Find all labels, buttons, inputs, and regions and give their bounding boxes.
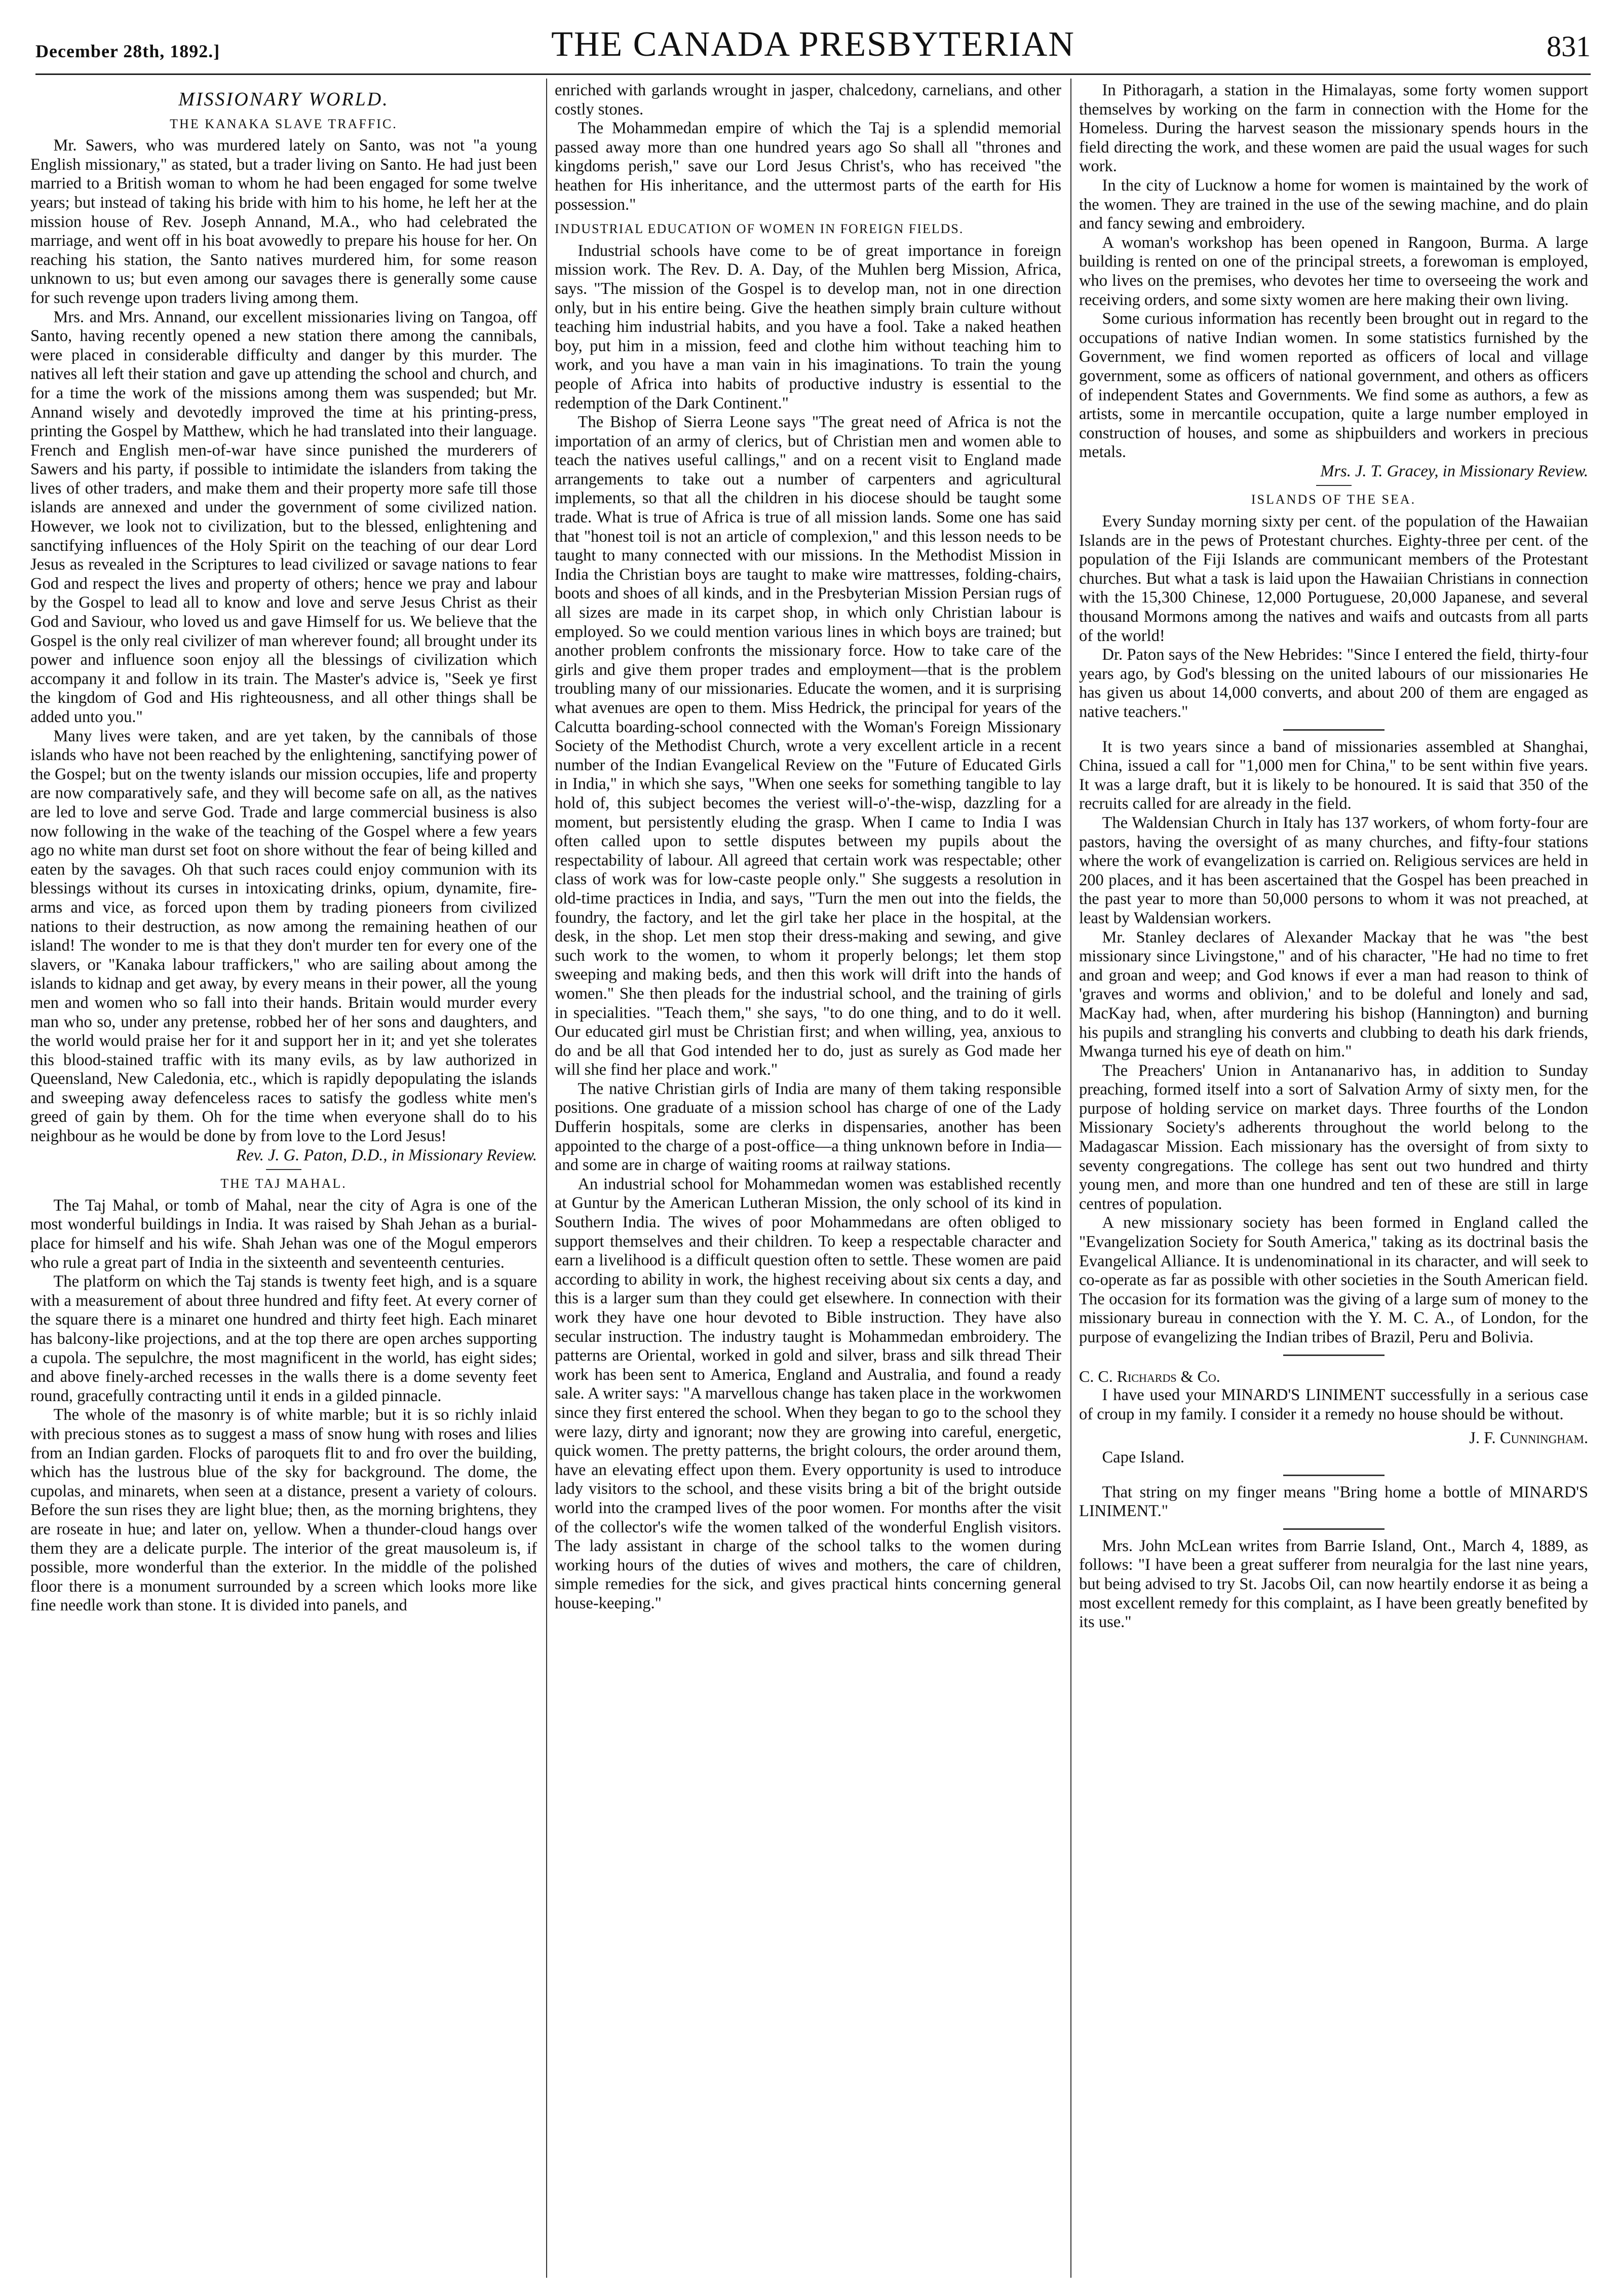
paragraph: Industrial schools have come to be of great importance in foreign mission work. The Rev. D. A. Day, of the Muhlen berg Mission, Africa, says. "The mission of the Gospel is to develop man, not in one direction only, but in his entire being. Give the heathen simply brain culture without teaching him industrial habits, and you have a fool. Take a naked heathen boy, put him in a mission, feed and clothe him without teaching him to work, and you have a man vain in his imaginations. To train the young people of Africa into habits of productive industry is essential to the redemption of the Dark Continent." — [555, 241, 1061, 412]
separator — [266, 1169, 301, 1170]
paragraph: The Mohammedan empire of which the Taj is a splendid memorial passed away more than one hundred years ago So shall all "thrones and kingdoms perish," save our Lord Jesus Christ's, who has received "the heathen for His inheritance, and the uttermost parts of the earth for His possession." — [555, 119, 1061, 214]
attribution: Mrs. J. T. Gracey, in Missionary Review. — [1320, 462, 1588, 480]
article-title: THE KANAKA SLAVE TRAFFIC. — [170, 116, 398, 131]
paragraph: In the city of Lucknow a home for women is maintained by the work of the women. They are trained in the use of the sewing machine, and do plain and fancy sewing and embroidery. — [1079, 176, 1588, 233]
paragraph: The Bishop of Sierra Leone says "The great need of Africa is not the importation of an army of clerics, but of Christian men and women able to teach the natives useful callings," and on a recent visit to England made arrangements to take out a number of carpenters and agricultural implements, so that all the children in his diocese should be taught some trade. What is true of Africa is true of all mission lands. Some one has said that "honest toil is not an article of complexion," and this lesson needs to be taught to many connected with our missions. In the Methodist Mission in India the Christian boys are taught to make wire mattresses, folding-chairs, boots and shoes of all kinds, and in the Presbyterian Mission Persian rugs of all sizes are made in its carpet shop, in which only Christian labour is employed. So we could mention various lines in which boys are trained; but another problem confronts the missionary force. How to take care of the girls and give them proper trades and employment—that is the problem troubling many of our missionaries. Educate the women, and it is surprising what avenues are open to them. Miss Hedrick, the principal for years of the Calcutta boarding-school connected with the Woman's Foreign Missionary Society of the Methodist Church, wrote a very excellent article in a recent number of the Indian Evangelical Review on the "Future of Educated Girls in India," in which she says, "When one seeks for something tangible to lay hold of, this subject becomes the veriest will-o'-the-wisp, dazzling for a moment, but persistently eluding the grasp. When I came to India I was often called upon to settle disputes between my pupils about the respectability of labour. All agreed that certain work was respectable; other class of work was for low-caste people only." She suggests a resolution in old-time practices in India, and says, "Turn the men out into the fields, the foundry, the factory, and let the girl take her place in the hospital, at the desk, in the shop. Let men stop their dress-making and sewing, and give such work to the women, to whom it properly belongs; let them stop sweeping and making beds, and then this work will drift into the hands of women." She then pleads for the industrial school, and the training of girls in specialities. "Teach them," she says, "to do one thing, and to do it well. Our educated girl must be Christian first; and when willing, yea, anxious to do and be all that God intended her to do, just as surely as God made her will she find her place and work." — [555, 413, 1061, 1079]
paragraph: Every Sunday morning sixty per cent. of the population of the Hawaiian Islands are in the pews of Protestant churches. Eighty-three per cent. of the population of the Fiji Islands are communicant members of the Protestant churches. But what a task is laid upon the Hawaiian Christians in connection with the 15,300 Chinese, 12,000 Portuguese, 20,000 Japanese, and several thousand Mormons among the natives and waifs and outcasts from all parts of the world! — [1079, 512, 1588, 645]
paragraph: An industrial school for Mohammedan women was established recently at Guntur by the American Lutheran Mission, the only school of its kind in Southern India. The wives of poor Mohammedans are often obliged to support themselves and their children. To keep a respectable character and earn a livelihood is a difficult question often to settle. These women are paid according to ability in work, the highest receiving about six cents a day, and this is a larger sum than they could get elsewhere. In connection with their work they have one hour devoted to Bible instruction. They have also secular instruction. The industry taught is Mohammedan embroidery. The patterns are Oriental, worked in gold and silver, brass and silk thread Their work has been sent to America, England and Australia, and found a ready sale. A writer says: "A marvellous change has taken place in the workwomen since they first entered the school. When they began to go to the school they were lazy, dirty and ignorant; now they are growing into careful, energetic, quick women. The pretty patterns, the bright colours, the order around them, have an elevating effect upon them. Every opportunity is used to introduce lady visitors to the school, and these visits bring a bit of the bright outside world into the cramped lives of the poor women. For months after the visit of the collector's wife the women talked of the wonderful English visitors. The lady assistant in charge of the school talks to the women during working hours of the duties of wives and mothers, the care of children, simple remedies for the sick, and gives practical hints concerning general house-keeping." — [555, 1175, 1061, 1612]
paragraph: Mr. Sawers, who was murdered lately on Santo, was not "a young English missionary," as stated, but a trader living on Santo. He had just been married to a British woman to whom he had been engaged for some twelve years; but instead of taking his bride with him to his home, he left her at the mission house of Rev. Joseph Annand, M.A., who had celebrated the marriage, and went off in his boat avowedly to prepare his house for her. On reaching his station, the Santo natives murdered him, for some reason unknown to us; but even among our savages there is generally some cause for such revenge upon traders living among them. — [30, 136, 537, 307]
separator — [1283, 1528, 1385, 1530]
paragraph: It is two years since a band of missionaries assembled at Shanghai, China, issued a call for "1,000 men for China," to be sent within five years. It was a large draft, but it is likely to be honoured. It is said that 350 of the recruits called for are already in the field. — [1079, 737, 1588, 813]
article-title: THE TAJ MAHAL. — [220, 1176, 347, 1191]
paragraph: Mrs. and Mrs. Annand, our excellent missionaries living on Tangoa, off Santo, having recently opened a new station there among the cannibals, were placed in considerable difficulty and danger by this murder. The natives all left their station and gave up attending the school and church, and for a time the work of the missions among them was suspended; but Mr. Annand wisely and devotedly improved the time at his printing-press, printing the Gospel by Matthew, which he had translated into their language. French and English men-of-war have since punished the murderers of Sawers and his party, if possible to intimidate the islanders from taking the lives of other traders, and make them and their property more safe till those islands are annexed and under the government of some civilized nation. However, we look not to civilization, but to the blessed, enlightening and sanctifying influences of the Holy Spirit on the teaching of our dear Lord Jesus as revealed in the Scriptures to lead civilized or savage nations to fear God and respect the lives and property of others; hence we pray and labour by the Gospel to lead all to know and love and serve Jesus Christ as their God and Saviour, who loved us and gave Himself for us. We believe that the Gospel is the only real civilizer of man wherever found; all brought under its power and influence soon enjoy all the blessings of civilization which accompany it and follow in its train. The Master's advice is, "Seek ye first the kingdom of God and His righteousness, and all other things shall be added unto you." — [30, 308, 537, 726]
advert-text: That string on my finger means "Bring home a bottle of MINARD'S LINIMENT." — [1079, 1483, 1588, 1521]
separator — [1283, 729, 1385, 731]
column-divider — [546, 79, 547, 2278]
advert-signature: J. F. Cunningham. — [1469, 1429, 1588, 1448]
page-header — [35, 15, 1591, 71]
article-title: INDUSTRIAL EDUCATION OF WOMEN IN FOREIGN FIELDS. — [555, 221, 964, 237]
section-title: MISSIONARY WORLD. — [178, 89, 389, 110]
separator — [1283, 1475, 1385, 1476]
paragraph: Mr. Stanley declares of Alexander Mackay that he was "the best missionary since Livingstone," and of his character, "He had no time to fret and groan and weep; and God knows if ever a man had reason to think of 'graves and worms and oblivion,' and to be doleful and lonely and sad, MacKay had, when, after murdering his bishop (Hannington) and burning his pupils and strangling his converts and clubbing to death his dark friends, Mwanga turned his eye of death on him." — [1079, 928, 1588, 1061]
page-number: 831 — [1547, 30, 1591, 63]
paragraph: The Taj Mahal, or tomb of Mahal, near the city of Agra is one of the most wonderful buildings in India. It was raised by Shah Jehan as a burial-place for himself and his wife. Shah Jehan was one of the Mogul emperors who rule a great part of India in the sixteenth and seventeenth centuries. — [30, 1196, 537, 1272]
header-rule — [35, 73, 1591, 75]
paragraph: A new missionary society has been formed in England called the "Evangelization Society for South America," taking as its doctrinal basis the Evangelical Alliance. It is undenominational in its character, and will seek to co-operate as far as possible with other societies in the South American field. The occasion for its formation was the giving of a large sum of money to the missionary bureau in connection with the Y. M. C. A., of London, for the purpose of evangelizing the Indian tribes of Brazil, Peru and Bolivia. — [1079, 1214, 1588, 1346]
separator — [1316, 485, 1352, 486]
column-1 — [30, 81, 537, 2275]
paragraph: enriched with garlands wrought in jasper, chalcedony, carnelians, and other costly stones. — [555, 81, 1061, 119]
advert-place: Cape Island. — [1102, 1448, 1184, 1466]
advert-company: C. C. Richards & Co. — [1079, 1367, 1220, 1385]
attribution: Rev. J. G. Paton, D.D., in Missionary Review. — [236, 1146, 537, 1164]
masthead-title: THE CANADA PRESBYTERIAN — [551, 25, 1075, 64]
paragraph: The Waldensian Church in Italy has 137 workers, of whom forty-four are pastors, having the oversight of as many churches, and fifty-four stations where the work of evangelization is carried on. Religious services are held in 200 places, and it has been ascertained that the Gospel has been preached in the past year to more than 50,000 persons to whom it was not preached, at least by Waldensian workers. — [1079, 813, 1588, 927]
paragraph: A woman's workshop has been opened in Rangoon, Burma. A large building is rented on one of the principal streets, a forewoman is employed, who lives on the premises, who devotes her time to overseeing the work and receiving orders, and some sixty women are here making their own living. — [1079, 233, 1588, 309]
paragraph: The native Christian girls of India are many of them taking responsible positions. One graduate of a mission school has charge of one of the Lady Dufferin hospitals, some are clerks in dispensaries, another has been appointed to the charge of a post-office—a thing unknown before in India—and some are in charge of waiting rooms at railway stations. — [555, 1079, 1061, 1175]
advert-text: Mrs. John McLean writes from Barrie Island, Ont., March 4, 1889, as follows: "I have been a great sufferer from neuralgia for the last nine years, but being advised to try St. Jacobs Oil, can now heartily endorse it as being a most excellent remedy for this complaint, as I have been greatly benefited by its use." — [1079, 1536, 1588, 1632]
article-title: ISLANDS OF THE SEA. — [1251, 492, 1416, 507]
paragraph: In Pithoragarh, a station in the Himalayas, some forty women support themselves by working on the farm in connection with the Home for the Homeless. During the harvest season the missionary spends hours in the field directing the work, and these women are paid the usual wages for such work. — [1079, 81, 1588, 176]
paragraph: Dr. Paton says of the New Hebrides: "Since I entered the field, thirty-four years ago, by God's blessing on the united labours of our missionaries He has given us about 14,000 converts, and about 200 of them are engaged as native teachers." — [1079, 646, 1588, 721]
column-2 — [555, 81, 1061, 2275]
paragraph: Many lives were taken, and are yet taken, by the cannibals of those islands who have not been reached by the enlightening, sanctifying power of the Gospel; but on the twenty islands our mission occupies, life and property are now comparatively safe, and they will become safe on all, as the natives are led to love and serve God. Trade and large commercial business is also now following in the wake of the teaching of the Gospel where a few years ago no white man durst set foot on shore without the fear of being killed and eaten by the savages. Oh that such races could enjoy communion with its blessings without its curses in intoxicating drinks, opium, dynamite, fire-arms and vice, as forced upon them by trading pioneers from civilized nations to their destruction, as now among the remaining heathen of our island! The wonder to me is that they don't murder ten for every one of the slavers, or "Kanaka labour traffickers," who are sailing about among the islands to kidnap and get away, by every means in their power, all the young men and women who so fall into their hands. Britain would murder every man who so, under any pretense, robbed her of her sons and daughters, and the world would praise her for it and support her in it; and yet she tolerates this blood-stained traffic with its many evils, as by law authorized in Queensland, New Caledonia, etc., which is rapidly depopulating the islands and sweeping away defenceless races to satisfy the godless white men's greed of gain by them. Oh for the time when everyone shall do to his neighbour as he would be done by from love to the Lord Jesus! — [30, 727, 537, 1146]
column-divider — [1070, 79, 1071, 2278]
separator — [1283, 1354, 1385, 1356]
column-3 — [1079, 81, 1588, 2275]
paragraph: The whole of the masonry is of white marble; but it is so richly inlaid with precious stones as to suggest a mass of snow hung with roses and lilies from an Indian garden. Flocks of paroquets flit to and fro over the building, which has the lustrous blue of the sky for background. The dome, the cupolas, and minarets, when seen at a distance, present a variety of colours. Before the sun rises they are light blue; then, as the morning brightens, they are roseate in hue; and later on, yellow. When a thunder-cloud hangs over them they are a delicate purple. The interior of the great mausoleum is, if possible, more wonderful than the exterior. In the middle of the polished floor there is a monument surrounded by a screen which looks more like fine needle work than stone. It is divided into panels, and — [30, 1406, 537, 1615]
paragraph: The platform on which the Taj stands is twenty feet high, and is a square with a measurement of about three hundred and fifty feet. At every corner of the square there is a minaret one hundred and thirty feet high. Each minaret has balcony-like projections, and at the top there are open arches supporting a cupola. The sepulchre, the most magnificent in the world, has eight sides; and above finely-arched recesses in the walls there is a dome seventy feet round, gracefully contracting until it ends in a gilded pinnacle. — [30, 1272, 537, 1405]
issue-date: December 28th, 1892.] — [35, 41, 220, 61]
advert-text: I have used your MINARD'S LINIMENT successfully in a serious case of croup in my family. I consider it a remedy no house should be without. — [1079, 1386, 1588, 1423]
paragraph: Some curious information has recently been brought out in regard to the occupations of native Indian women. In some statistics furnished by the Government, we find women reported as officers of local and village government, some as officers of national government, and others as officers of independent States and Governments. We find some as authors, a few as artists, some in mercantile occupation, quite a large number employed in construction of houses, and some as shipbuilders and workers in precious metals. — [1079, 310, 1588, 462]
paragraph: The Preachers' Union in Antananarivo has, in addition to Sunday preaching, formed itself into a sort of Salvation Army of sixty men, for the purpose of holding service on market days. Three fourths of the London Missionary Society's adherents throughout the world belong to the Madagascar Mission. Each missionary has the oversight of from sixty to seventy congregations. The college has sent out two hundred and thirty young men, and more than one hundred and ten of these are still in large centres of population. — [1079, 1061, 1588, 1213]
